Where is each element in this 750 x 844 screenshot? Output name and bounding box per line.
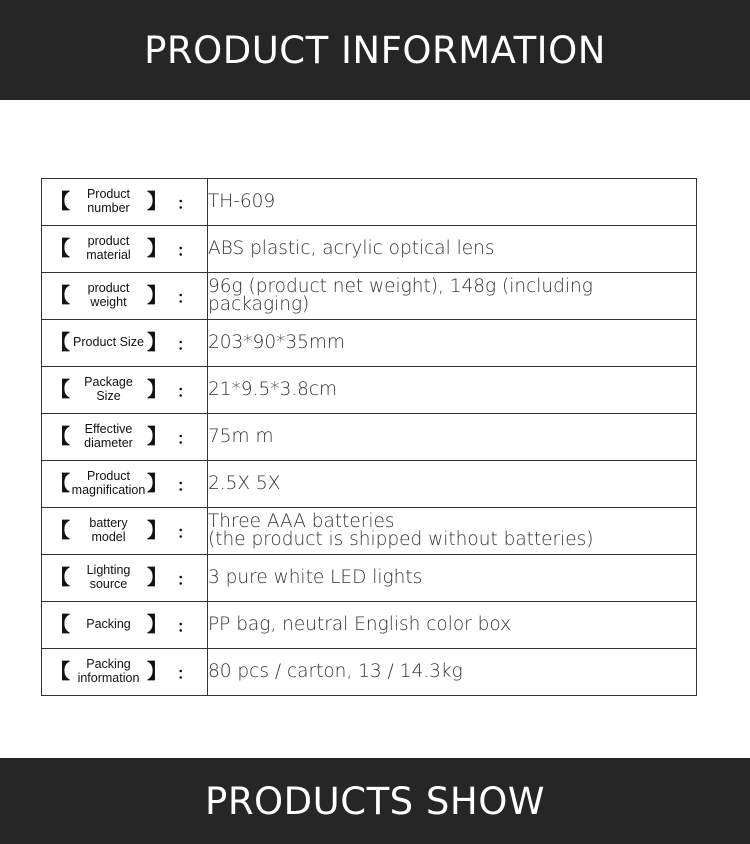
colon: ：	[176, 242, 193, 260]
table-row	[42, 320, 697, 367]
close-bracket: 】	[146, 661, 167, 683]
label-cell	[42, 602, 208, 649]
open-bracket: 【	[50, 567, 70, 589]
open-bracket: 【	[50, 191, 70, 213]
label-cell	[42, 226, 208, 273]
label-cell	[42, 367, 208, 414]
table-row	[42, 649, 697, 696]
table-row	[42, 226, 697, 273]
open-bracket: 【	[50, 332, 70, 354]
close-bracket: 】	[146, 520, 167, 542]
table-row	[42, 414, 697, 461]
close-bracket: 】	[146, 332, 167, 354]
open-bracket: 【	[50, 238, 70, 260]
label-cell	[42, 414, 208, 461]
spec-value: 2.5X 5X	[208, 461, 697, 508]
spec-label: product weight	[87, 281, 130, 309]
label-cell	[42, 320, 208, 367]
open-bracket: 【	[50, 379, 70, 401]
close-bracket: 】	[146, 238, 167, 260]
open-bracket: 【	[50, 473, 70, 495]
colon: ：	[176, 477, 193, 495]
spec-value: ABS plastic, acrylic optical lens	[208, 226, 697, 273]
colon: ：	[176, 289, 193, 307]
colon: ：	[176, 665, 193, 683]
spec-value-line: Three AAA batteries	[208, 510, 395, 532]
close-bracket: 】	[146, 614, 167, 636]
spec-label: Product magnification	[71, 469, 146, 497]
open-bracket: 【	[50, 520, 70, 542]
spec-value: TH-609	[208, 179, 697, 226]
table-row	[42, 461, 697, 508]
spec-label: Lighting source	[86, 563, 131, 591]
spec-label: Packing	[86, 617, 131, 632]
spec-value: 80 pcs / carton, 13 / 14.3kg	[208, 649, 697, 696]
spec-value: PP bag, neutral English color box	[208, 602, 697, 649]
label-cell	[42, 508, 208, 555]
spec-value: 96g (product net weight), 148g (including packaging)	[208, 273, 697, 320]
table-row	[42, 602, 697, 649]
colon: ：	[176, 618, 193, 636]
colon: ：	[176, 195, 193, 213]
colon: ：	[176, 571, 193, 589]
spec-value: 75m m	[208, 414, 697, 461]
spec-table	[41, 178, 697, 696]
open-bracket: 【	[50, 661, 70, 683]
table-row	[42, 179, 697, 226]
colon: ：	[176, 336, 193, 354]
spec-value: 203*90*35mm	[208, 320, 697, 367]
label-cell	[42, 273, 208, 320]
spec-label: Effective diameter	[84, 422, 133, 450]
label-cell	[42, 649, 208, 696]
close-bracket: 】	[146, 473, 167, 495]
close-bracket: 】	[146, 379, 167, 401]
close-bracket: 】	[146, 285, 167, 307]
open-bracket: 【	[50, 614, 70, 636]
table-row	[42, 367, 697, 414]
section-title: PRODUCTS SHOW	[205, 779, 545, 823]
spec-label: Package Size	[84, 375, 133, 403]
spec-value-note: (the product is shipped without batteries)	[208, 529, 594, 550]
spec-value: 21*9.5*3.8cm	[208, 367, 697, 414]
header-banner	[0, 0, 750, 100]
spec-label: Product number	[86, 187, 131, 215]
spec-label: Packing information	[77, 657, 140, 685]
label-cell	[42, 179, 208, 226]
close-bracket: 】	[146, 567, 167, 589]
page-title: PRODUCT INFORMATION	[144, 28, 606, 72]
open-bracket: 【	[50, 285, 70, 307]
table-row	[42, 508, 697, 555]
colon: ：	[176, 383, 193, 401]
spec-label: Product Size	[73, 335, 144, 350]
table-row	[42, 555, 697, 602]
close-bracket: 】	[146, 191, 167, 213]
colon: ：	[176, 430, 193, 448]
label-cell	[42, 555, 208, 602]
spec-label: product material	[86, 234, 131, 262]
spec-label: battery model	[89, 516, 128, 544]
spec-value: 3 pure white LED lights	[208, 555, 697, 602]
close-bracket: 】	[146, 426, 167, 448]
table-row	[42, 273, 697, 320]
footer-banner	[0, 758, 750, 844]
spec-value	[208, 508, 697, 555]
colon: ：	[176, 524, 193, 542]
label-cell	[42, 461, 208, 508]
open-bracket: 【	[50, 426, 70, 448]
